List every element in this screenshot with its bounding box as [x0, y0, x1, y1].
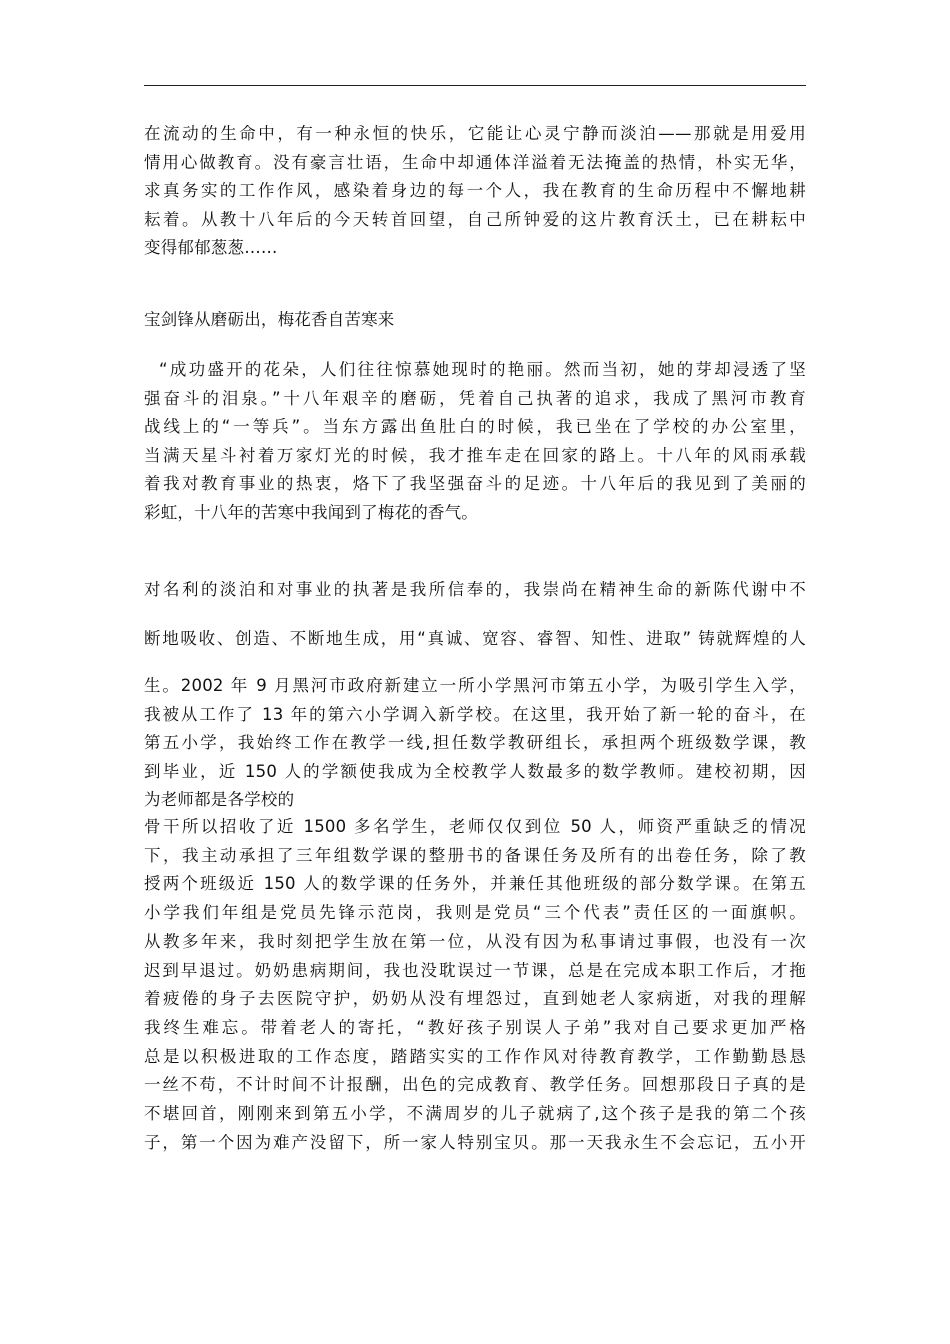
text-line: 在流动的生命中，有一种永恒的快乐，它能让心灵宁静而淡泊——那就是用爱用: [144, 124, 806, 143]
text-line: 战线上的“一等兵”。当东方露出鱼肚白的时候，我已坐在了学校的办公室里，: [144, 417, 806, 436]
text-line: 到毕业，近 150 人的学额使我成为全校教学人数最多的数学教师。建校初期，因: [144, 761, 806, 781]
paragraph-backbone: [144, 813, 806, 1157]
text-line: 对名利的淡泊和对事业的执著是我所信奉的，我崇尚在精神生命的新陈代谢中不: [144, 580, 806, 599]
header-rule: [144, 85, 806, 86]
text-line: 求真务实的工作作风，感染着身边的每一个人，我在教育的生命历程中不懈地耕: [144, 181, 806, 200]
text-line: 我被从工作了 13 年的第六小学调入新学校。在这里，我开始了新一轮的奋斗，在: [144, 704, 806, 724]
text-line: 为老师都是各学校的: [144, 790, 295, 809]
text-line: 骨干所以招收了近 1500 多名学生，老师仅仅到位 50 人，师资严重缺乏的情况: [144, 817, 806, 836]
text-line: 从教多年来，我时刻把学生放在第一位，从没有因为私事请过事假，也没有一次: [144, 931, 806, 951]
section-heading: [144, 306, 806, 335]
paragraph-intro: [144, 120, 806, 263]
text-line: 迟到早退过。奶奶患病期间，我也没耽误过一节课，总是在完成本职工作后，才拖: [144, 960, 806, 980]
text-line: “成功盛开的花朵，人们往往惊慕她现时的艳丽。然而当初，她的芽却浸透了坚: [159, 360, 806, 379]
paragraph-belief-line1: [144, 576, 806, 605]
text-line: 着疲倦的身子去医院守护，奶奶从没有埋怨过，直到她老人家病逝，对我的理解: [144, 989, 806, 1009]
text-line: 一丝不苟，不计时间不计报酬，出色的完成教育、教学任务。回想那段日子真的是: [144, 1075, 806, 1095]
text-line: 总是以积极进取的工作态度，踏踏实实的工作作风对待教育教学，工作勤勤恳恳: [144, 1046, 806, 1066]
text-line: 耘着。从教十八年后的今天转首回望，自己所钟爱的这片教育沃土，已在耕耘中: [144, 209, 806, 229]
text-line: 不堪回首，刚刚来到第五小学，不满周岁的儿子就病了,这个孩子是我的第二个孩: [144, 1104, 806, 1124]
text-line: 我终生难忘。带着老人的寄托，“教好孩子别误人子弟”我对自己要求更加严格: [144, 1017, 806, 1037]
text-line: 情用心做教育。没有豪言壮语，生命中却通体洋溢着无法掩盖的热情，朴实无华，: [144, 152, 806, 172]
text-line: 小学我们年组是党员先锋示范岗，我则是党员“三个代表”责任区的一面旗帜。: [144, 903, 806, 923]
text-line: 第五小学，我始终工作在教学一线,担任数学教研组长，承担两个班级数学课，教: [144, 733, 806, 752]
text-line: 下，我主动承担了三年组数学课的整册书的备课任务及所有的出卷任务，除了教: [144, 845, 806, 865]
text-line: 变得郁郁葱葱……: [144, 238, 278, 257]
text-line: 生。2002 年 9 月黑河市政府新建立一所小学黑河市第五小学，为吸引学生入学，: [144, 676, 806, 695]
text-line: 子，第一个因为难产没留下，所一家人特别宝贝。那一天我永生不会忘记，五小开: [144, 1132, 806, 1152]
text-line: 着我对教育事业的热衷，烙下了我坚强奋斗的足迹。十八年后的我见到了美丽的: [144, 474, 806, 493]
text-line: 断地吸收、创造、不断地生成，用“真诚、宽容、睿智、知性、进取” 铸就辉煌的人: [144, 629, 806, 648]
paragraph-school: [144, 672, 806, 815]
text-line: 授两个班级近 150 人的数学课的任务外，并兼任其他班级的部分数学课。在第五: [144, 874, 806, 894]
text-line: 当满天星斗衬着万家灯光的时候，我才推车走在回家的路上。十八年的风雨承载: [144, 445, 806, 465]
text-line: 强奋斗的泪泉。”十八年艰辛的磨砺，凭着自己执著的追求，我成了黑河市教育: [144, 388, 806, 408]
heading-text: 宝剑锋从磨砺出，梅花香自苦寒来: [144, 310, 395, 329]
paragraph-success: [144, 356, 806, 527]
text-line: 彩虹，十八年的苦寒中我闻到了梅花的香气。: [144, 502, 478, 522]
paragraph-belief-line2: [144, 625, 806, 654]
